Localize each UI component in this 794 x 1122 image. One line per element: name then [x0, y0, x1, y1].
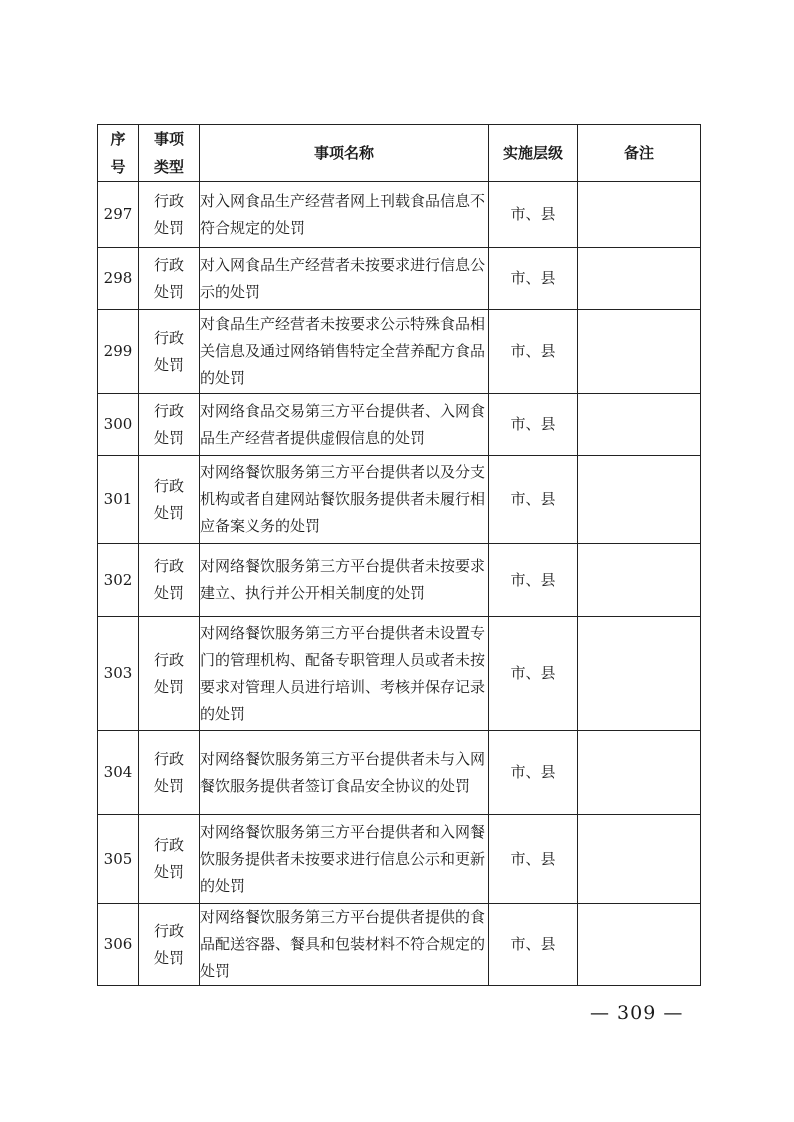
header-note: 备注: [578, 125, 701, 182]
row-level: 市、县: [489, 544, 578, 617]
row-type-text: 行政处罚: [153, 401, 184, 447]
row-type: [139, 182, 200, 248]
row-type-text: 行政处罚: [153, 328, 184, 374]
row-number: 300: [98, 394, 139, 456]
row-item-name-text: 对入网食品生产经营者网上刊载食品信息不符合规定的处罚: [200, 191, 486, 237]
row-note: [578, 731, 701, 815]
header-type: 事项类型: [139, 125, 200, 182]
row-number: 306: [98, 904, 139, 986]
row-level: 市、县: [489, 617, 578, 731]
table-row: [98, 394, 701, 456]
row-item-name: [200, 310, 489, 394]
row-type-text: 行政处罚: [153, 557, 184, 602]
row-item-name: [200, 815, 489, 904]
row-note: [578, 182, 701, 248]
row-item-name: [200, 456, 489, 544]
row-note: [578, 815, 701, 904]
table-row: [98, 815, 701, 904]
row-item-name-text: 对网络食品交易第三方平台提供者、入网食品生产经营者提供虚假信息的处罚: [200, 401, 486, 447]
row-type: [139, 248, 200, 310]
table-row: [98, 904, 701, 986]
page-number: — 309 —: [590, 1002, 684, 1024]
row-note: [578, 310, 701, 394]
row-number: 299: [98, 310, 139, 394]
row-number: 298: [98, 248, 139, 310]
row-number: 302: [98, 544, 139, 617]
row-number: 304: [98, 731, 139, 815]
row-note: [578, 544, 701, 617]
table-row: [98, 617, 701, 731]
row-type: [139, 310, 200, 394]
row-number: 297: [98, 182, 139, 248]
table-row: [98, 310, 701, 394]
row-item-name: [200, 617, 489, 731]
row-item-name-text: 对网络餐饮服务第三方平台提供者未设置专门的管理机构、配备专职管理人员或者未按要求对管理人员进行培训、考核并保存记录的处罚: [200, 623, 486, 723]
row-item-name-text: 对入网食品生产经营者未按要求进行信息公示的处罚: [200, 255, 486, 301]
table-body: [98, 182, 701, 986]
table-row: [98, 544, 701, 617]
row-type: [139, 904, 200, 986]
row-type-text: 行政处罚: [153, 749, 184, 795]
row-level: 市、县: [489, 310, 578, 394]
row-item-name-text: 对网络餐饮服务第三方平台提供者提供的食品配送容器、餐具和包装材料不符合规定的处罚: [200, 908, 486, 980]
row-number: 305: [98, 815, 139, 904]
row-item-name-text: 对网络餐饮服务第三方平台提供者以及分支机构或者自建网站餐饮服务提供者未履行相应备案义务的处罚: [200, 463, 486, 535]
row-item-name-text: 对网络餐饮服务第三方平台提供者未按要求建立、执行并公开相关制度的处罚: [200, 557, 486, 602]
row-type: [139, 544, 200, 617]
row-level: 市、县: [489, 248, 578, 310]
row-note: [578, 394, 701, 456]
row-item-name-text: 对网络餐饮服务第三方平台提供者未与入网餐饮服务提供者签订食品安全协议的处罚: [200, 749, 486, 795]
row-number: 301: [98, 456, 139, 544]
row-item-name: [200, 182, 489, 248]
row-type: [139, 394, 200, 456]
row-type-text: 行政处罚: [153, 650, 184, 696]
row-type: [139, 731, 200, 815]
header-no: 序号: [98, 125, 139, 182]
row-number: 303: [98, 617, 139, 731]
row-type-text: 行政处罚: [153, 836, 184, 881]
row-item-name: [200, 544, 489, 617]
header-row: [98, 125, 701, 182]
row-level: 市、县: [489, 182, 578, 248]
row-type-text: 行政处罚: [153, 255, 184, 301]
table-row: [98, 731, 701, 815]
row-level: 市、县: [489, 394, 578, 456]
row-type: [139, 815, 200, 904]
header-level: 实施层级: [489, 125, 578, 182]
row-note: [578, 617, 701, 731]
row-level: 市、县: [489, 731, 578, 815]
row-type-text: 行政处罚: [153, 476, 184, 522]
row-type: [139, 617, 200, 731]
table-row: [98, 248, 701, 310]
row-type-text: 行政处罚: [153, 921, 184, 967]
row-level: 市、县: [489, 815, 578, 904]
row-note: [578, 456, 701, 544]
items-table: [97, 124, 701, 986]
row-note: [578, 248, 701, 310]
row-item-name: [200, 248, 489, 310]
row-type: [139, 456, 200, 544]
row-level: 市、县: [489, 456, 578, 544]
table-row: [98, 456, 701, 544]
row-item-name-text: 对网络餐饮服务第三方平台提供者和入网餐饮服务提供者未按要求进行信息公示和更新的处罚: [200, 822, 486, 895]
row-item-name-text: 对食品生产经营者未按要求公示特殊食品相关信息及通过网络销售特定全营养配方食品的处罚: [200, 315, 486, 387]
row-type-text: 行政处罚: [153, 191, 184, 237]
row-level: 市、县: [489, 904, 578, 986]
row-item-name: [200, 904, 489, 986]
table-row: [98, 182, 701, 248]
row-item-name: [200, 731, 489, 815]
row-note: [578, 904, 701, 986]
header-name: 事项名称: [200, 125, 489, 182]
row-item-name: [200, 394, 489, 456]
